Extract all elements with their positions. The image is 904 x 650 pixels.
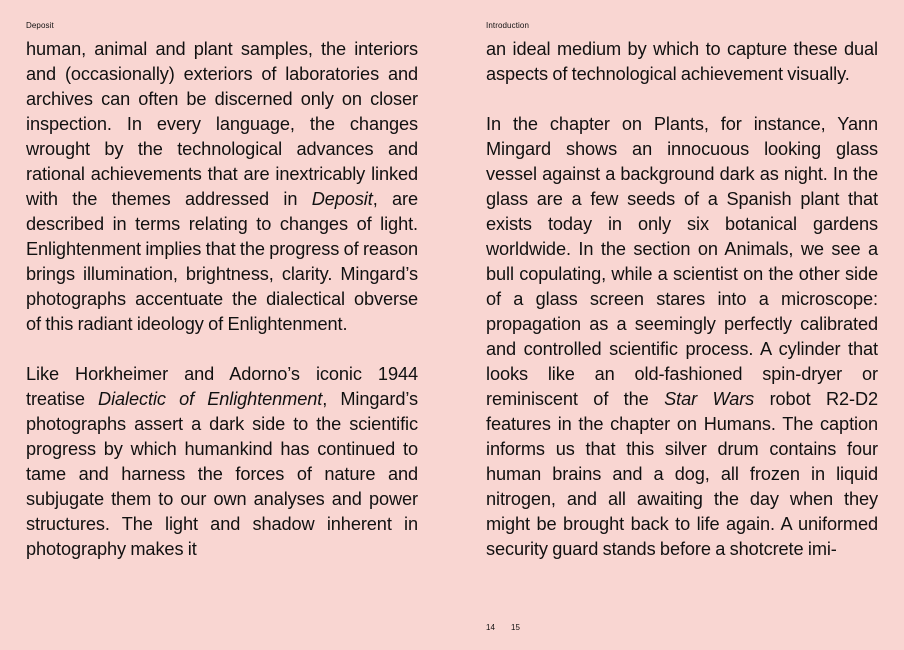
body-paragraph <box>486 37 878 87</box>
italic-title-span: Dialectic of Enlightenment <box>98 389 323 409</box>
right-page-text-column <box>486 37 878 562</box>
text-span: , Mingard’s photographs assert a dark side to the scientific progress by which humankind has continued to tame and harness the forces of nature and subjugate them to our own analyses and power structures. The light and shadow inherent in photography makes it <box>26 389 418 559</box>
text-span: Like Horkheimer and Adorno’s iconic 1944 treatise <box>26 364 418 409</box>
body-paragraph <box>26 37 418 337</box>
folio-right: 15 <box>511 623 520 632</box>
left-page-text-column <box>26 37 418 562</box>
body-paragraph <box>486 112 878 562</box>
text-span: robot R2-D2 features in the chapter on Humans. The caption informs us that this silver drum contains four human brains and a dog, all frozen in liquid nitrogen, and all awaiting the day when they might be brought back to life again. A uniformed security guard stands before a shotcrete imi- <box>486 389 879 559</box>
body-paragraph <box>26 362 418 562</box>
text-span: an ideal medium by which to capture these dual aspects of technological achievement visually. <box>486 39 878 84</box>
text-span: In the chapter on Plants, for instance, Yann Mingard shows an innocuous looking glass vessel against a background dark as night. In the glass are a few seeds of a Spanish plant that exists today in only six botanical gardens worldwide. In the section on Animals, we see a bull copulating, while a scientist on the other side of a glass screen stares into a microscope: propagation as a seemingly perfectly calibrated and controlled scientific process. A cylinder that looks like an old-fashioned spin-dryer or reminiscent of the <box>486 114 878 409</box>
text-span: , are described in terms relating to changes of light. Enlightenment implies that the progress of reason brings illumination, brightness, clarity. Mingard’s photographs accentuate the dialectical obverse of this radiant ideology of Enlightenment. <box>26 189 418 334</box>
text-span: human, animal and plant samples, the interiors and (occasionally) exteriors of laboratories and archives can often be discerned only on closer inspection. In every language, the changes wrought by the technological advances and rational achievements that are inextricably linked with the themes addressed in <box>26 39 418 209</box>
italic-title-span: Deposit <box>311 189 373 209</box>
folio-left: 14 <box>486 623 495 632</box>
running-head-left: Deposit <box>26 21 54 30</box>
running-head-right: Introduction <box>486 21 530 30</box>
italic-title-span: Star Wars <box>664 389 755 409</box>
